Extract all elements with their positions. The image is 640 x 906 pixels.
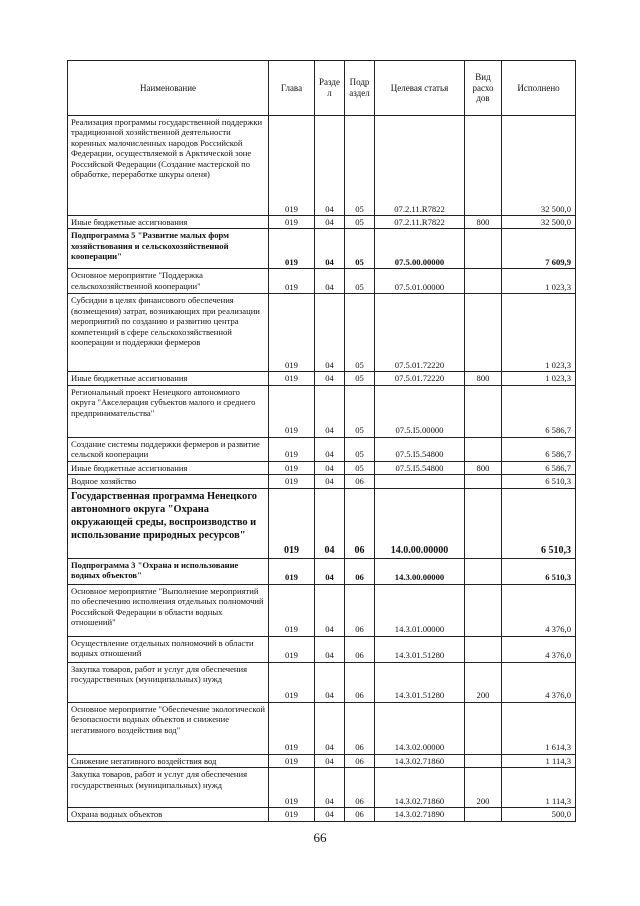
row-vid <box>465 636 502 662</box>
row-vid <box>465 385 502 437</box>
row-name: Подпрограмма 5 "Развитие малых форм хозяйствования и сельскохозяйственной кооперации" <box>68 229 269 269</box>
row-statya: 07.2.11.R7822 <box>375 116 465 216</box>
row-name: Закупка товаров, работ и услуг для обеспечения государственных (муниципальных) нужд <box>68 768 269 808</box>
table-row <box>68 372 576 385</box>
row-podrazdel: 05 <box>345 269 375 294</box>
header-ispolneno: Исполнено <box>502 61 576 116</box>
row-vid: 800 <box>465 461 502 474</box>
row-vid <box>465 437 502 461</box>
row-statya: 07.5.I5.54800 <box>375 437 465 461</box>
header-podrazdel: Подр аздел <box>345 61 375 116</box>
row-razdel: 04 <box>315 372 345 385</box>
row-podrazdel: 06 <box>345 558 375 584</box>
row-glava: 019 <box>269 754 315 767</box>
row-amount: 6 510,3 <box>502 488 576 558</box>
row-amount: 6 510,3 <box>502 475 576 488</box>
row-glava: 019 <box>269 437 315 461</box>
row-razdel: 04 <box>315 768 345 808</box>
table-row <box>68 558 576 584</box>
table-row <box>68 754 576 767</box>
row-glava: 019 <box>269 385 315 437</box>
row-name: Создание системы поддержки фермеров и развитие сельской кооперации <box>68 437 269 461</box>
row-glava: 019 <box>269 662 315 702</box>
row-name: Осуществление отдельных полномочий в области водных отношений <box>68 636 269 662</box>
row-podrazdel: 06 <box>345 584 375 636</box>
row-amount: 6 586,7 <box>502 437 576 461</box>
row-podrazdel: 06 <box>345 636 375 662</box>
row-podrazdel: 06 <box>345 662 375 702</box>
row-statya: 07.5.01.00000 <box>375 269 465 294</box>
row-podrazdel: 05 <box>345 116 375 216</box>
row-razdel: 04 <box>315 558 345 584</box>
row-name: Основное мероприятие "Поддержка сельскохозяйственной кооперации" <box>68 269 269 294</box>
row-vid <box>465 229 502 269</box>
table-row <box>68 475 576 488</box>
header-name: Наименование <box>68 61 269 116</box>
row-razdel: 04 <box>315 437 345 461</box>
row-podrazdel: 06 <box>345 808 375 821</box>
row-statya: 14.3.02.71860 <box>375 768 465 808</box>
row-glava: 019 <box>269 461 315 474</box>
row-amount: 1 614,3 <box>502 702 576 754</box>
page-number: 66 <box>313 830 327 845</box>
row-amount: 32 500,0 <box>502 216 576 229</box>
row-glava: 019 <box>269 269 315 294</box>
row-amount: 4 376,0 <box>502 662 576 702</box>
row-name: Закупка товаров, работ и услуг для обеспечения государственных (муниципальных) нужд <box>68 662 269 702</box>
row-razdel: 04 <box>315 116 345 216</box>
row-amount: 1 114,3 <box>502 754 576 767</box>
row-razdel: 04 <box>315 488 345 558</box>
row-razdel: 04 <box>315 216 345 229</box>
table-row <box>68 461 576 474</box>
table-row <box>68 808 576 821</box>
row-amount: 32 500,0 <box>502 116 576 216</box>
row-statya: 07.5.I5.54800 <box>375 461 465 474</box>
row-glava: 019 <box>269 636 315 662</box>
header-statya: Целевая статья <box>375 61 465 116</box>
row-vid <box>465 702 502 754</box>
row-vid <box>465 475 502 488</box>
row-vid <box>465 116 502 216</box>
table-row <box>68 269 576 294</box>
row-glava: 019 <box>269 294 315 372</box>
row-podrazdel: 05 <box>345 216 375 229</box>
row-vid: 200 <box>465 768 502 808</box>
row-amount: 1 023,3 <box>502 269 576 294</box>
row-statya: 14.3.02.00000 <box>375 702 465 754</box>
header-vid: Вид расхо дов <box>465 61 502 116</box>
row-statya: 07.5.I5.00000 <box>375 385 465 437</box>
row-podrazdel: 05 <box>345 229 375 269</box>
table-row <box>68 768 576 808</box>
row-statya: 07.5.00.00000 <box>375 229 465 269</box>
row-podrazdel: 06 <box>345 768 375 808</box>
row-podrazdel: 06 <box>345 754 375 767</box>
row-glava: 019 <box>269 372 315 385</box>
row-vid <box>465 584 502 636</box>
row-statya: 07.5.01.72220 <box>375 294 465 372</box>
table-row <box>68 294 576 372</box>
row-name: Основное мероприятие "Обеспечение экологической безопасности водных объектов и снижение негативного воздействия вод" <box>68 702 269 754</box>
row-podrazdel: 06 <box>345 475 375 488</box>
row-amount: 1 023,3 <box>502 372 576 385</box>
row-razdel: 04 <box>315 229 345 269</box>
table-row <box>68 662 576 702</box>
header-glava: Глава <box>269 61 315 116</box>
row-name: Иные бюджетные ассигнования <box>68 461 269 474</box>
row-statya: 14.3.01.51280 <box>375 636 465 662</box>
row-podrazdel: 05 <box>345 461 375 474</box>
row-razdel: 04 <box>315 385 345 437</box>
row-name: Государственная программа Ненецкого автономного округа "Охрана окружающей среды, воспроизводство и использование природных ресурсов" <box>68 488 269 558</box>
row-glava: 019 <box>269 229 315 269</box>
row-glava: 019 <box>269 702 315 754</box>
table-row <box>68 116 576 216</box>
row-vid <box>465 269 502 294</box>
row-statya: 14.3.01.00000 <box>375 584 465 636</box>
row-name: Региональный проект Ненецкого автономного округа "Акселерация субъектов малого и среднего предпринимательства" <box>68 385 269 437</box>
table-row <box>68 702 576 754</box>
row-amount: 1 023,3 <box>502 294 576 372</box>
table-row <box>68 488 576 558</box>
row-podrazdel: 05 <box>345 385 375 437</box>
row-glava: 019 <box>269 488 315 558</box>
row-glava: 019 <box>269 116 315 216</box>
row-vid <box>465 294 502 372</box>
row-amount: 4 376,0 <box>502 584 576 636</box>
row-name: Охрана водных объектов <box>68 808 269 821</box>
row-glava: 019 <box>269 558 315 584</box>
row-name: Снижение негативного воздействия вод <box>68 754 269 767</box>
row-amount: 6 586,7 <box>502 461 576 474</box>
row-podrazdel: 06 <box>345 702 375 754</box>
table-row <box>68 636 576 662</box>
row-vid <box>465 754 502 767</box>
row-vid <box>465 808 502 821</box>
row-statya: 07.2.11.R7822 <box>375 216 465 229</box>
row-vid: 800 <box>465 216 502 229</box>
row-name: Субсидии в целях финансового обеспечения (возмещения) затрат, возникающих при реализации мероприятий по созданию и развитию центра компетенций в сфере сельскохозяйственной кооперации и поддержки фермеров <box>68 294 269 372</box>
row-amount: 6 510,3 <box>502 558 576 584</box>
row-name: Реализация программы государственной поддержки традиционной хозяйственной деятельности коренных малочисленных народов Российской Федерации, осуществляемой в Арктической зоне Российской Федерации (Создание мастерской по обработке, переработке шкуры оленя) <box>68 116 269 216</box>
row-amount: 4 376,0 <box>502 636 576 662</box>
row-razdel: 04 <box>315 754 345 767</box>
row-glava: 019 <box>269 584 315 636</box>
row-name: Иные бюджетные ассигнования <box>68 216 269 229</box>
table-header-row <box>68 61 576 116</box>
row-statya: 14.3.01.51280 <box>375 662 465 702</box>
row-razdel: 04 <box>315 702 345 754</box>
row-name: Основное мероприятие "Выполнение мероприятий по обеспечению исполнения отдельных полномочий Российской Федерации в области водных отношений" <box>68 584 269 636</box>
row-podrazdel: 06 <box>345 488 375 558</box>
row-razdel: 04 <box>315 636 345 662</box>
row-amount: 6 586,7 <box>502 385 576 437</box>
row-glava: 019 <box>269 768 315 808</box>
row-statya: 07.5.01.72220 <box>375 372 465 385</box>
row-amount: 7 609,9 <box>502 229 576 269</box>
row-glava: 019 <box>269 475 315 488</box>
row-statya: 14.3.00.00000 <box>375 558 465 584</box>
row-razdel: 04 <box>315 808 345 821</box>
row-razdel: 04 <box>315 461 345 474</box>
row-glava: 019 <box>269 808 315 821</box>
table-row <box>68 437 576 461</box>
row-statya <box>375 475 465 488</box>
row-podrazdel: 05 <box>345 372 375 385</box>
row-podrazdel: 05 <box>345 437 375 461</box>
row-name: Подпрограмма 3 "Охрана и использование водных объектов" <box>68 558 269 584</box>
row-statya: 14.0.00.00000 <box>375 488 465 558</box>
row-name: Иные бюджетные ассигнования <box>68 372 269 385</box>
row-podrazdel: 05 <box>345 294 375 372</box>
header-razdel: Разде л <box>315 61 345 116</box>
row-statya: 14.3.02.71890 <box>375 808 465 821</box>
row-razdel: 04 <box>315 475 345 488</box>
row-razdel: 04 <box>315 294 345 372</box>
row-vid: 200 <box>465 662 502 702</box>
table-row <box>68 216 576 229</box>
row-razdel: 04 <box>315 584 345 636</box>
row-glava: 019 <box>269 216 315 229</box>
row-statya: 14.3.02.71860 <box>375 754 465 767</box>
table-row <box>68 385 576 437</box>
row-razdel: 04 <box>315 662 345 702</box>
row-name: Водное хозяйство <box>68 475 269 488</box>
table-row <box>68 229 576 269</box>
row-amount: 1 114,3 <box>502 768 576 808</box>
budget-table <box>67 60 576 822</box>
row-vid <box>465 558 502 584</box>
row-vid <box>465 488 502 558</box>
row-amount: 500,0 <box>502 808 576 821</box>
row-razdel: 04 <box>315 269 345 294</box>
table-row <box>68 584 576 636</box>
row-vid: 800 <box>465 372 502 385</box>
